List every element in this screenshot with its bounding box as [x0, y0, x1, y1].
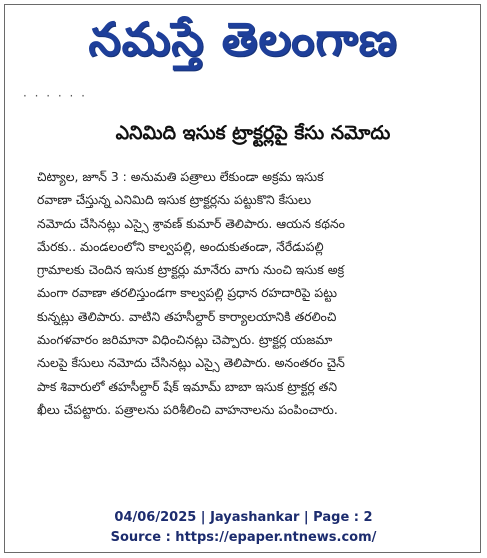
article-line: ఖీలు చేపట్టారు. పత్రాలను పరిశీలించి వాహనాలను పంపించారు.	[37, 401, 338, 417]
footer	[5, 508, 481, 548]
article-line: చిట్యాల, జూన్ 3 : అనుమతి పత్రాలు లేకుండా అక్రమ ఇసుక	[37, 169, 324, 184]
masthead-logo: నమస్తే తెలంగాణ	[88, 12, 398, 66]
article-line: మంగళవారం జరిమానా విధించినట్లు చెప్పారు. ట్రాక్టర్ల యజమా	[37, 332, 333, 348]
footer-meta: 04/06/2025 | Jayashankar | Page : 2	[114, 510, 373, 525]
article-line: మంగా రవాణా తరలిస్తుండగా కాల్వపల్లి ప్రధాన రహదారిపై పట్టు	[37, 285, 338, 301]
article-line: రవాణా చేస్తున్న ఎనిమిది ఇసుక ట్రాక్టర్లను పట్టుకొని కేసులు	[37, 192, 312, 208]
article-line: నమోదు చేసినట్లు ఎస్సై శ్రావణ్ కుమార్ తెలిపారు. ఆయన కథనం	[37, 215, 345, 231]
article-line: పాక శివారులో తహసీల్దార్ షేక్ ఇమామ్ బాబా ఇసుక ట్రాక్టర్ల తని	[37, 378, 338, 394]
article-body	[37, 165, 463, 421]
article-line: మేరకు.. మండలంలోని కాల్వపల్లి, అందుకుతండా, నేరేడుపల్లి	[37, 238, 324, 254]
article-line: గ్రామాలకు చెందిన ఇసుక ట్రాక్టర్లు మానేరు వాగు నుంచి ఇసుక అక్ర	[37, 262, 345, 278]
article-line: నులపై కేసులు నమోదు చేసినట్లు ఎస్సై తెలిపారు. అనంతరం చైన్	[37, 355, 345, 371]
clipping-frame	[4, 4, 481, 553]
headline: ఎనిమిది ఇసుక ట్రాక్టర్లపై కేసు నమోదు	[115, 122, 391, 144]
torn-previous-line: · · · · · ·	[23, 89, 87, 103]
article-line: కున్నట్లు తెలిపారు. వాటిని తహసీల్దార్ కార్యాలయానికి తరలించి	[37, 308, 337, 324]
footer-source: Source : https://epaper.ntnews.com/	[110, 530, 377, 545]
